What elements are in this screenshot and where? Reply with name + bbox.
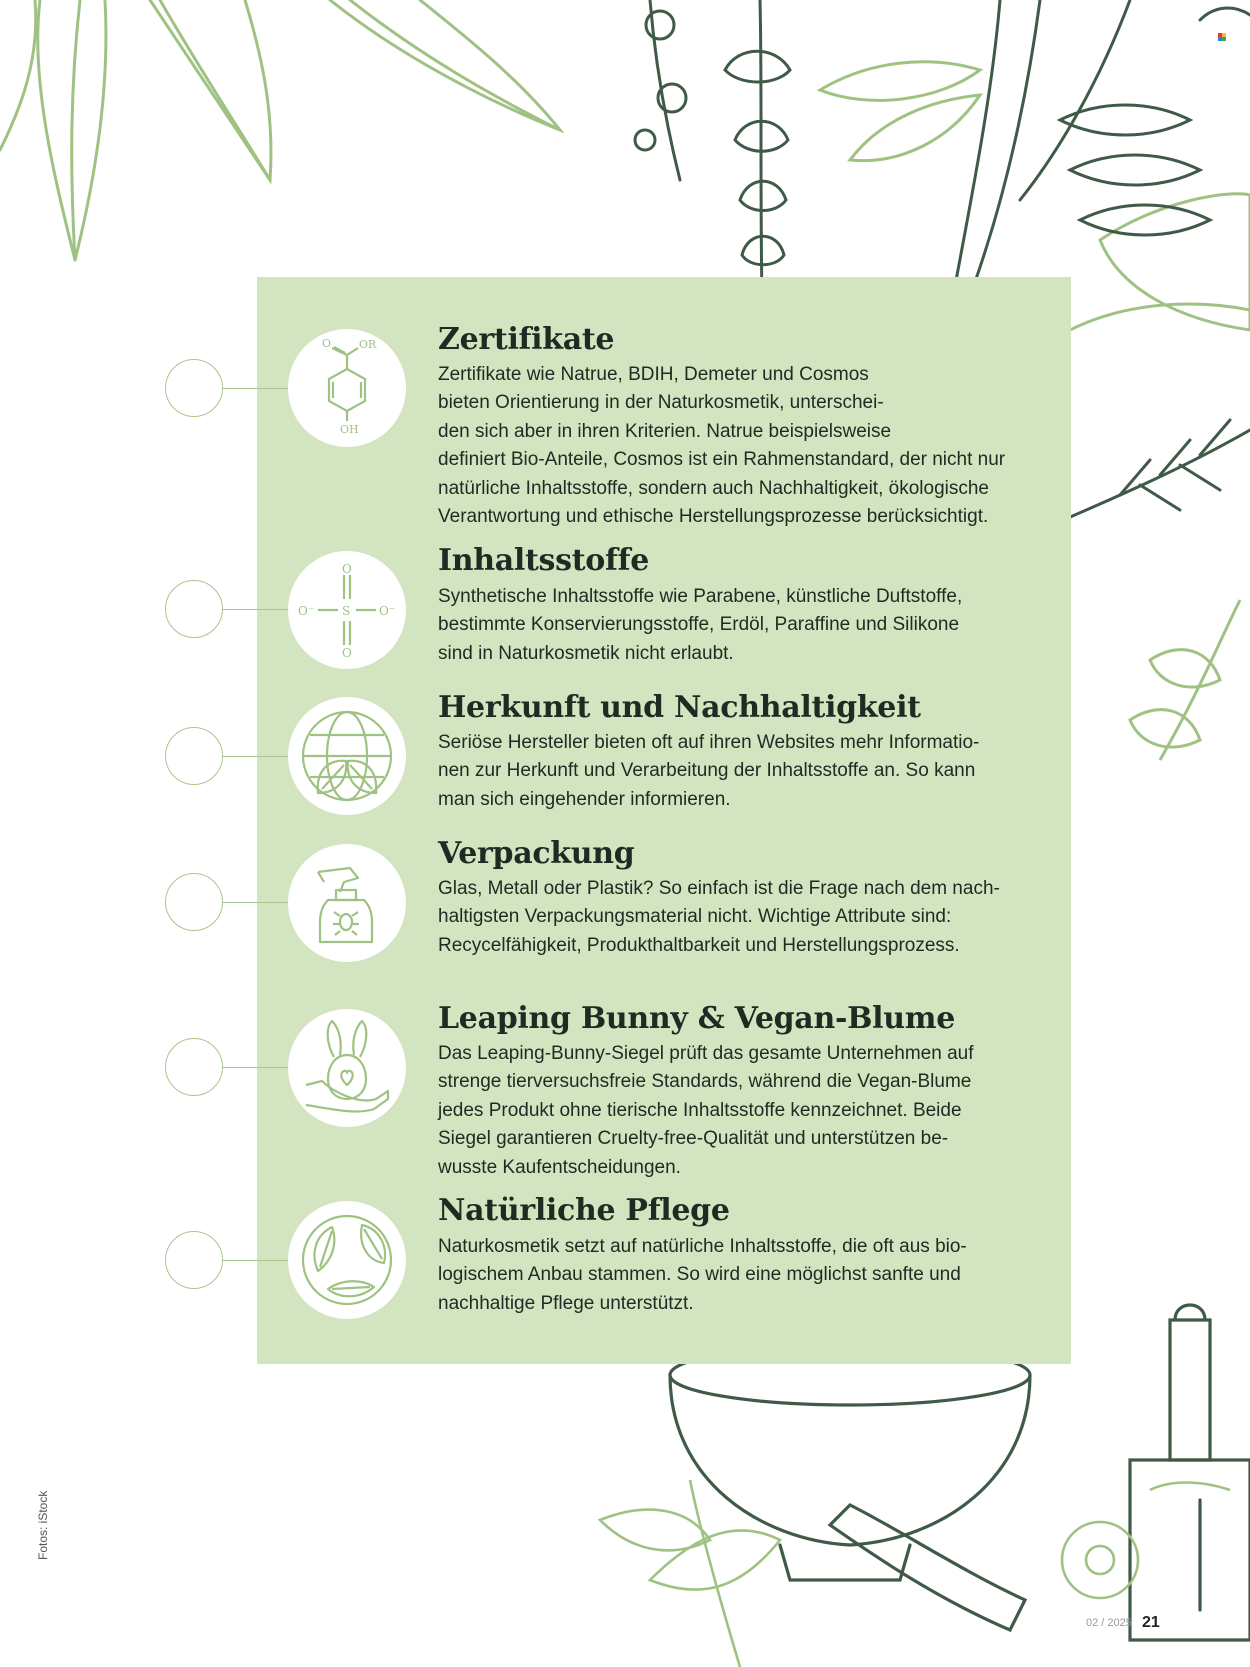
page-number: 21 (1142, 1614, 1160, 1631)
connector-line (223, 1067, 289, 1068)
print-mark-icon (1218, 33, 1226, 41)
hanging-flower-stem (635, 0, 790, 309)
connector-line (223, 902, 289, 903)
body-line: haltigsten Verpackungsmaterial nicht. Wichtige Attribute sind: (438, 906, 952, 928)
photo-credit: Fotos: iStock (36, 1490, 50, 1560)
body-line: Siegel garantieren Cruelty-free-Qualität und unterstützen be- (438, 1128, 949, 1150)
icon-badge (288, 1009, 406, 1127)
section-title: Leaping Bunny & Vegan-Blume (438, 1001, 956, 1036)
body-line: Seriöse Hersteller bieten oft auf ihren Websites mehr Informatio- (438, 732, 980, 753)
bullet-ring (165, 580, 223, 638)
icon-label-s: S (342, 604, 351, 618)
body-line: man sich eingehender informieren. (438, 788, 731, 810)
icon-label-or: OR (359, 338, 377, 351)
sulfate-molecule-icon (288, 551, 406, 669)
icon-label-o-left: O⁻ (298, 604, 315, 618)
body-line: Naturkosmetik setzt auf natürliche Inhaltsstoffe, die oft aus bio- (438, 1236, 967, 1257)
body-line: strenge tierversuchsfreie Standards, während die Vegan-Blume (438, 1071, 972, 1093)
paraben-molecule-icon (288, 329, 406, 447)
bullet-ring (165, 1038, 223, 1096)
icon-label-o-top: O (342, 562, 352, 576)
icon-badge (288, 697, 406, 815)
leaf-cycle-icon (288, 1201, 406, 1319)
section-body (438, 875, 1038, 960)
issue-label: 02 / 2025 (1086, 1617, 1132, 1629)
connector-line (223, 388, 289, 389)
body-line: nachhaltige Pflege unterstützt. (438, 1292, 694, 1314)
bullet-ring (165, 873, 223, 931)
top-left-leaves (0, 0, 560, 260)
bullet-ring (165, 727, 223, 785)
globe-leaves-icon (288, 697, 406, 815)
section-title: Zertifikate (438, 322, 615, 357)
section-title: Inhaltsstoffe (438, 543, 649, 578)
body-line: Zertifikate wie Natrue, BDIH, Demeter und Cosmos (438, 364, 869, 385)
section-body (438, 729, 1038, 814)
connector-line (223, 756, 289, 757)
body-line: Synthetische Inhaltsstoffe wie Parabene, künstliche Duftstoffe, (438, 586, 963, 607)
section-body (438, 1233, 1038, 1318)
connector-line (223, 1260, 289, 1261)
section-body (438, 583, 1038, 668)
body-line: den sich aber in ihren Kriterien. Natrue beispielsweise (438, 420, 892, 442)
body-line: bestimmte Konservierungsstoffe, Erdöl, Paraffine und Silikone (438, 614, 960, 636)
icon-badge (288, 551, 406, 669)
bunny-hand-heart-icon (288, 1009, 406, 1127)
body-line: Glas, Metall oder Plastik? So einfach ist die Frage nach dem nach- (438, 878, 1000, 899)
body-line: Verantwortung und ethische Herstellungsprozesse berücksichtigt. (438, 506, 989, 528)
icon-badge (288, 329, 406, 447)
icon-badge (288, 1201, 406, 1319)
section-title: Herkunft und Nachhaltigkeit (438, 690, 921, 725)
bullet-ring (165, 1231, 223, 1289)
body-line: nen zur Herkunft und Verarbeitung der Inhaltsstoffe an. So kann (438, 760, 976, 782)
section-title: Natürliche Pflege (438, 1193, 730, 1228)
body-line: Recycelfähigkeit, Produkthaltbarkeit und Herstellungsprozess. (438, 934, 960, 956)
icon-label-o: O (322, 337, 332, 350)
connector-line (223, 609, 289, 610)
icon-label-o-bottom: O (342, 646, 352, 660)
body-line: wusste Kaufentscheidungen. (438, 1156, 681, 1178)
icon-label-o-right: O⁻ (379, 604, 396, 618)
body-line: sind in Naturkosmetik nicht erlaubt. (438, 642, 734, 664)
body-line: bieten Orientierung in der Naturkosmetik, unterschei- (438, 392, 884, 414)
body-line: natürliche Inhaltsstoffe, sondern auch Nachhaltigkeit, ökologische (438, 477, 989, 499)
section-body (438, 361, 1078, 531)
body-line: definiert Bio-Anteile, Cosmos ist ein Rahmenstandard, der nicht nur (438, 449, 1006, 471)
body-line: jedes Produkt ohne tierische Inhaltsstoffe kennzeichnet. Beide (438, 1099, 962, 1121)
section-title: Verpackung (438, 836, 635, 871)
spray-bottle-icon (288, 844, 406, 962)
body-line: Das Leaping-Bunny-Siegel prüft das gesamte Unternehmen auf (438, 1043, 974, 1064)
body-line: logischem Anbau stammen. So wird eine möglichst sanfte und (438, 1264, 961, 1286)
section-body (438, 1040, 1038, 1182)
icon-label-oh: OH (340, 423, 359, 436)
icon-badge (288, 844, 406, 962)
bullet-ring (165, 359, 223, 417)
